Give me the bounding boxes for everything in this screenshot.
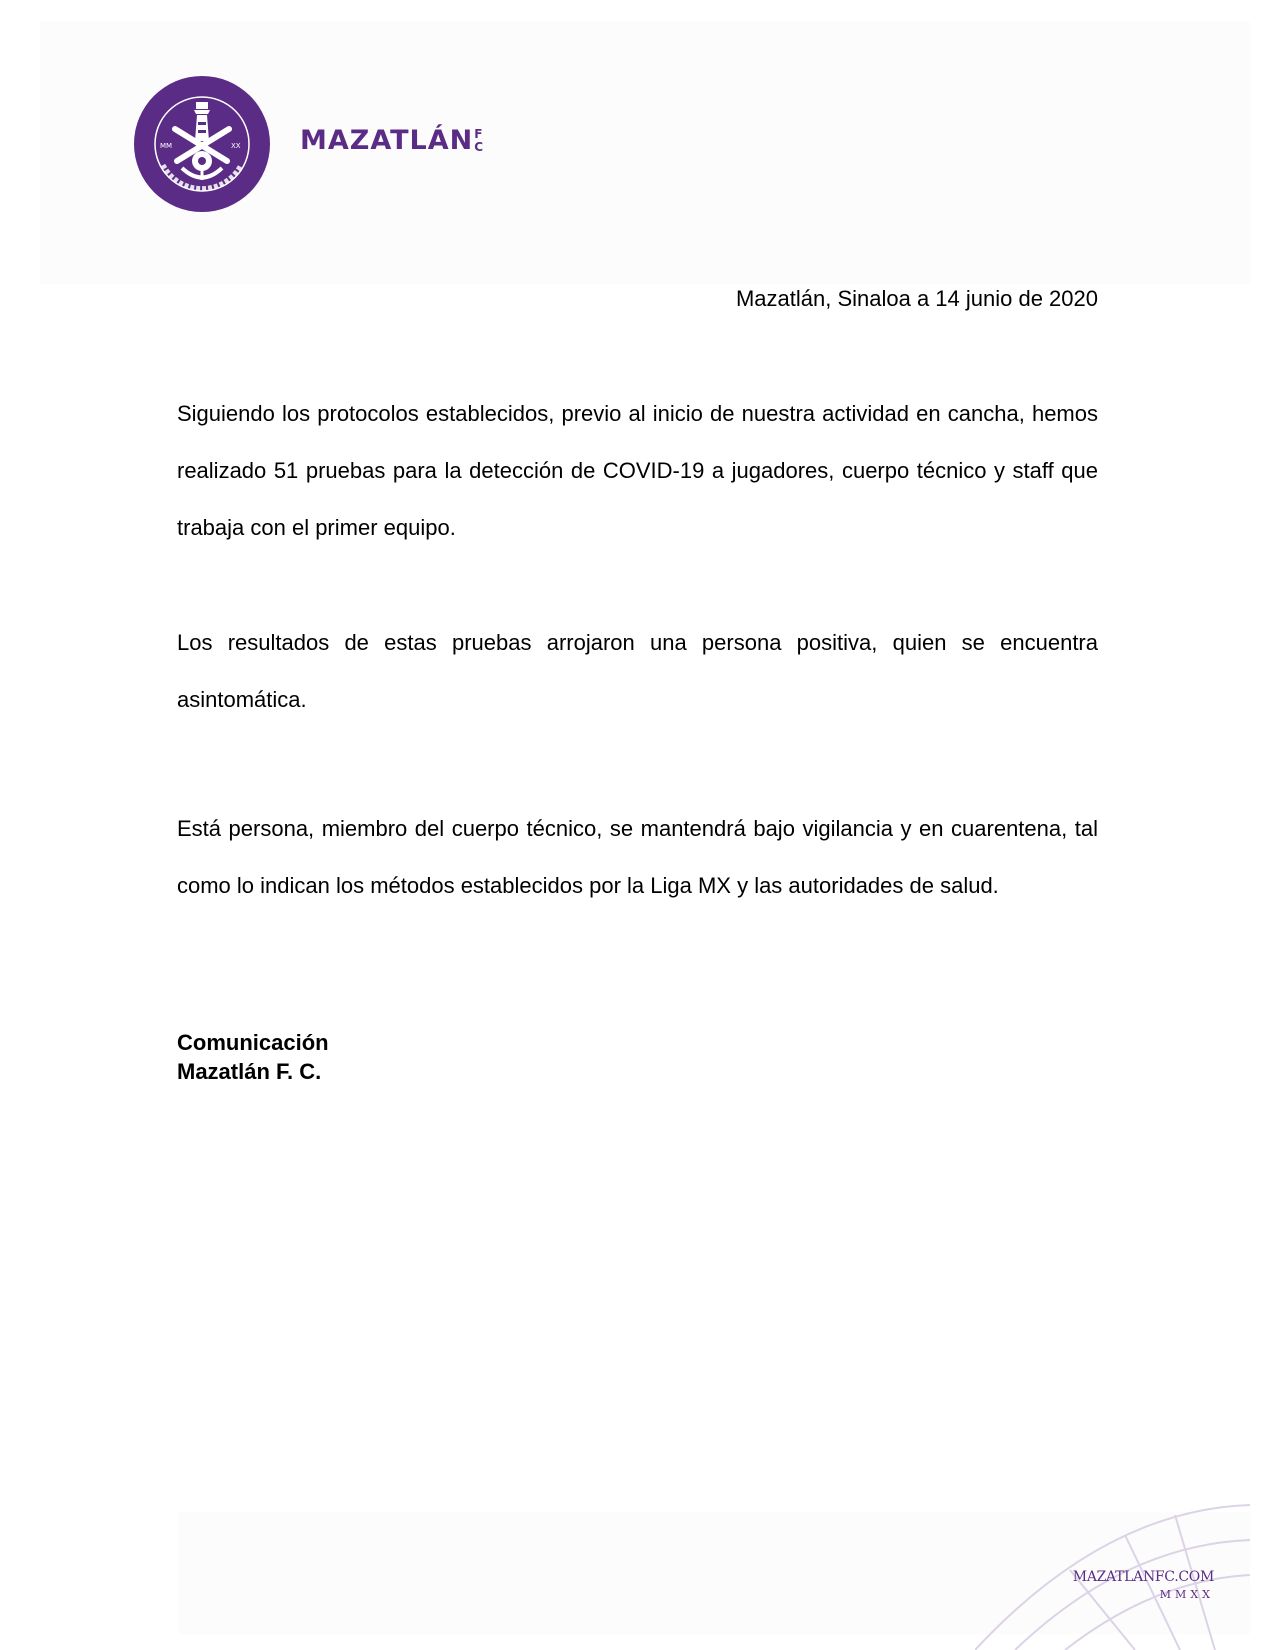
footer-year: MMXX bbox=[1159, 1588, 1214, 1601]
wordmark-f: F bbox=[474, 127, 483, 141]
wordmark-c: C bbox=[474, 140, 484, 154]
signature-block bbox=[177, 1028, 329, 1086]
svg-text:MM: MM bbox=[160, 142, 173, 150]
signature-department: Comunicación bbox=[177, 1030, 329, 1055]
wordmark-text: MAZATLÁN bbox=[300, 125, 474, 156]
footer-website-block bbox=[1073, 1569, 1214, 1603]
signature-organization: Mazatlán F. C. bbox=[177, 1059, 322, 1084]
brand-wordmark bbox=[300, 125, 483, 157]
club-crest-logo bbox=[133, 75, 271, 213]
paragraph-1: Siguiendo los protocolos establecidos, previo al inicio de nuestra actividad en cancha, hemos realizado 51 pruebas para la detección de COVID-19 a jugadores, cuerpo técnico y staff que trabaja con el primer equipo. bbox=[177, 401, 1098, 540]
date-line: Mazatlán, Sinaloa a 14 junio de 2020 bbox=[735, 286, 1098, 311]
footer-website-url: MAZATLANFC.COM bbox=[1072, 1569, 1214, 1585]
paragraph-3: Está persona, miembro del cuerpo técnico, se mantendrá bajo vigilancia y en cuarentena, tal como lo indican los métodos establecidos por la Liga MX y las autoridades de salud. bbox=[177, 816, 1098, 898]
paragraph-2: Los resultados de estas pruebas arrojaron una persona positiva, quien se encuentra asintomática. bbox=[177, 630, 1098, 712]
wordmark-fc-suffix bbox=[474, 128, 483, 154]
svg-text:XX: XX bbox=[231, 142, 241, 150]
